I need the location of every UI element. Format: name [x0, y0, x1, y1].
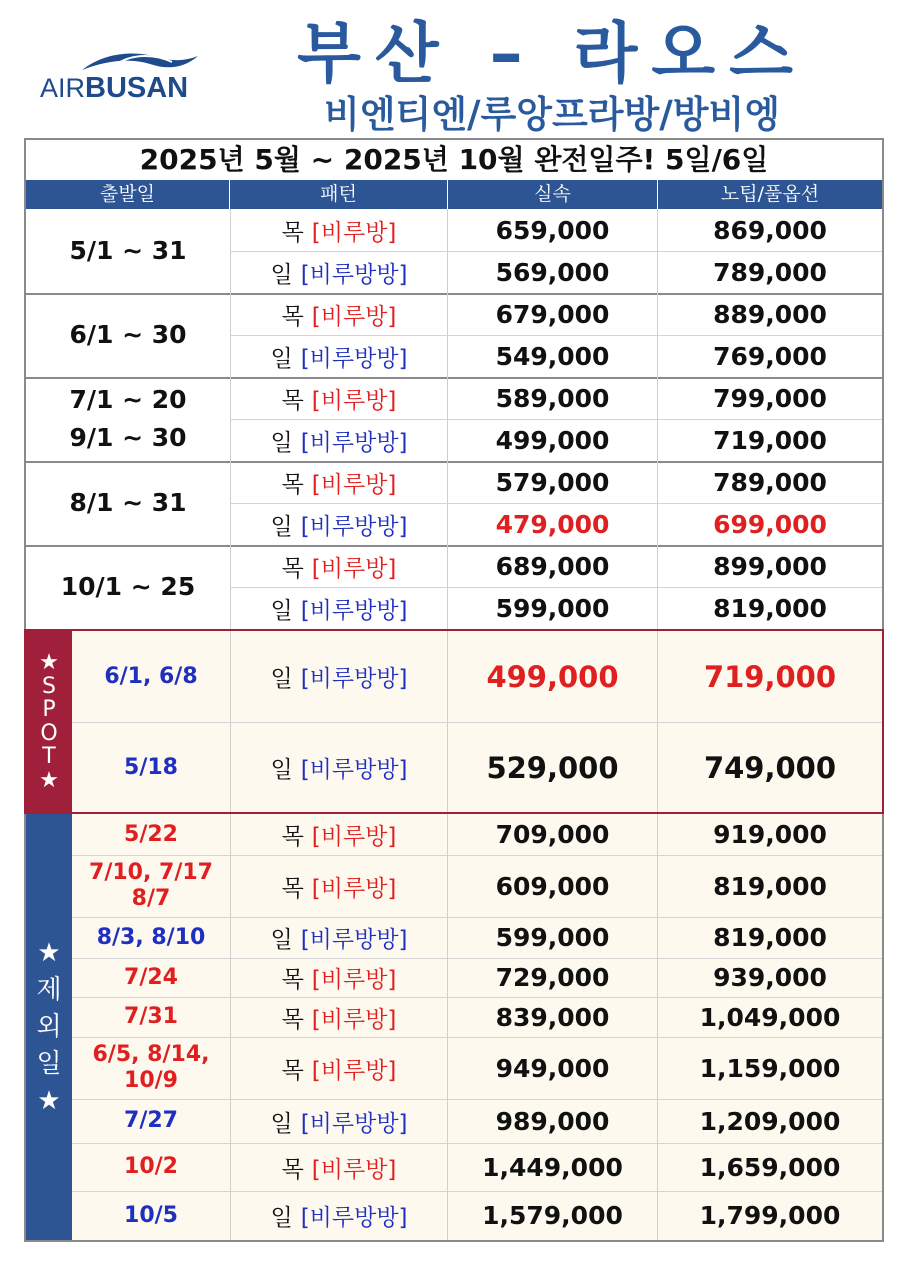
pattern-cell	[230, 293, 448, 335]
route-tag: [비루방]	[311, 555, 397, 582]
excluded-side-char: 제	[36, 974, 62, 1005]
excluded-date-text: 10/9	[124, 1068, 178, 1093]
pattern-cell	[230, 917, 448, 958]
excluded-premium-price: 1,159,000	[699, 1053, 841, 1083]
spot-side-char: O	[40, 720, 58, 746]
excluded-basic-price: 1,579,000	[448, 1191, 658, 1240]
excluded-premium-price: 939,000	[713, 963, 827, 992]
route-tag: [비루방방]	[300, 1110, 408, 1137]
logo-wordmark: AIRBUSAN	[40, 72, 189, 104]
basic-price: 479,000	[448, 503, 658, 545]
pattern-cell	[230, 958, 448, 997]
day-label: 목	[281, 303, 304, 330]
premium-price: 819,000	[713, 593, 827, 623]
day-label: 일	[270, 757, 293, 783]
route-tag: [비루방방]	[300, 513, 408, 540]
day-label: 목	[281, 1057, 304, 1084]
period-text: 6/1 ~ 30	[69, 320, 187, 349]
premium-price: 789,000	[713, 467, 827, 497]
route-tag: [비루방]	[311, 303, 397, 330]
spot-date: 5/18	[124, 754, 178, 780]
excluded-date	[72, 1099, 230, 1143]
row-divider	[230, 419, 882, 420]
day-label: 일	[270, 666, 293, 692]
pattern-cell	[230, 209, 448, 251]
pattern-cell	[230, 997, 448, 1037]
row-divider	[230, 251, 882, 252]
excluded-date-text: 8/7	[131, 886, 171, 911]
excluded-date-text: 7/24	[124, 964, 178, 990]
column-header-pattern: 패턴	[230, 180, 448, 209]
excluded-basic-price: 1,449,000	[448, 1143, 658, 1191]
column-header-premium: 노팁/풀옵션	[720, 183, 820, 205]
pattern-cell	[230, 377, 448, 419]
excluded-premium-price: 1,049,000	[699, 1002, 841, 1032]
excluded-premium-price: 1,799,000	[699, 1201, 841, 1230]
excluded-side-char: 일	[36, 1048, 62, 1079]
route-tag: [비루방]	[311, 824, 397, 850]
excluded-date-text: 7/10, 7/17	[89, 860, 213, 885]
excluded-date	[72, 917, 230, 958]
route-tag: [비루방방]	[300, 597, 408, 624]
day-label: 목	[281, 1006, 304, 1033]
excluded-premium-price: 819,000	[713, 923, 827, 952]
excluded-premium-price: 1,209,000	[699, 1106, 841, 1136]
excluded-date	[72, 1143, 230, 1191]
excluded-side-char: 외	[36, 1011, 62, 1042]
pattern-cell	[230, 251, 448, 293]
page-title: 부산 – 라오스	[297, 15, 807, 92]
day-label: 일	[270, 513, 293, 540]
route-tag: [비루방방]	[300, 757, 408, 783]
basic-price: 659,000	[448, 209, 658, 251]
route-tag: [비루방방]	[300, 429, 408, 456]
premium-price: 899,000	[713, 551, 827, 581]
spot-side-char: T	[42, 744, 56, 769]
spot-side-char: S	[42, 673, 56, 699]
route-tag: [비루방]	[311, 219, 397, 246]
pattern-cell	[230, 1099, 448, 1143]
excluded-date-text: 7/31	[124, 1004, 178, 1029]
period-text: 8/1 ~ 31	[69, 488, 187, 517]
route-tag: [비루방방]	[300, 666, 408, 692]
excluded-side-char: ★	[37, 1085, 61, 1116]
spot-basic-price: 529,000	[448, 722, 658, 813]
excluded-date	[72, 997, 230, 1037]
day-label: 일	[270, 261, 293, 288]
row-divider	[230, 335, 882, 336]
spot-premium-price: 749,000	[703, 750, 837, 785]
basic-price: 569,000	[448, 251, 658, 293]
spot-side-char: P	[42, 697, 56, 722]
spot-basic-price: 499,000	[448, 631, 658, 722]
day-label: 목	[281, 875, 304, 902]
day-label: 목	[281, 555, 304, 582]
excluded-date	[72, 1191, 230, 1240]
spot-side-char: ★	[39, 767, 59, 793]
route-tag: [비루방방]	[300, 261, 408, 288]
page-subtitle: 비엔티엔/루앙프라방/방비엥	[324, 93, 780, 136]
premium-price: 719,000	[713, 425, 827, 455]
column-header-departure: 출발일	[26, 180, 230, 209]
excluded-date-text: 5/22	[124, 821, 178, 847]
basic-price: 679,000	[448, 293, 658, 335]
schedule-banner: 2025년 5월 ~ 2025년 10월 완전일주! 5일/6일	[24, 138, 884, 180]
excluded-basic-price: 989,000	[448, 1099, 658, 1143]
day-label: 일	[270, 927, 293, 953]
excluded-basic-price: 609,000	[448, 855, 658, 917]
excluded-basic-price: 839,000	[448, 997, 658, 1037]
day-label: 목	[281, 219, 304, 246]
period-text: 5/1 ~ 31	[69, 236, 187, 265]
excluded-side-label	[26, 814, 72, 1240]
air-busan-logo	[40, 48, 210, 108]
period-cell	[26, 209, 230, 293]
day-label: 목	[281, 1156, 304, 1183]
excluded-premium-price: 819,000	[713, 871, 827, 901]
route-tag: [비루방]	[311, 471, 397, 498]
route-tag: [비루방방]	[300, 927, 408, 953]
pattern-cell	[230, 335, 448, 377]
day-label: 목	[281, 387, 304, 414]
pattern-cell	[230, 1191, 448, 1240]
pattern-cell	[230, 722, 448, 813]
pattern-cell	[230, 461, 448, 503]
excluded-date-text: 10/5	[124, 1202, 178, 1228]
pattern-cell	[230, 503, 448, 545]
premium-price: 889,000	[713, 299, 827, 329]
excluded-basic-price: 949,000	[448, 1037, 658, 1099]
spot-side-char: ★	[39, 650, 59, 675]
spot-divider	[72, 722, 882, 723]
basic-price: 579,000	[448, 461, 658, 503]
day-label: 목	[281, 471, 304, 498]
pattern-cell	[230, 855, 448, 917]
pattern-cell	[230, 1143, 448, 1191]
period-cell	[26, 545, 230, 629]
pattern-cell	[230, 587, 448, 629]
excluded-premium-price: 1,659,000	[699, 1152, 841, 1182]
basic-price: 689,000	[448, 545, 658, 587]
excluded-side-char: ★	[37, 937, 61, 968]
route-tag: [비루방]	[311, 875, 397, 902]
period-cell	[26, 377, 230, 461]
route-tag: [비루방]	[311, 1057, 397, 1084]
premium-price: 789,000	[713, 257, 827, 287]
excluded-premium-price: 919,000	[713, 820, 827, 849]
day-label: 일	[270, 597, 293, 624]
column-header-basic: 실속	[448, 180, 658, 209]
table-header	[26, 180, 882, 209]
route-tag: [비루방]	[311, 967, 397, 993]
basic-price: 589,000	[448, 377, 658, 419]
period-cell	[26, 461, 230, 545]
spot-side-label	[26, 631, 72, 812]
route-tag: [비루방]	[311, 1156, 397, 1183]
excluded-date	[72, 958, 230, 997]
basic-price: 599,000	[448, 587, 658, 629]
excluded-date-text: 6/5, 8/14,	[92, 1042, 210, 1067]
spot-premium-price: 719,000	[703, 659, 837, 694]
premium-price: 869,000	[713, 215, 827, 245]
day-label: 일	[270, 1205, 293, 1231]
premium-price: 769,000	[713, 341, 827, 371]
pattern-cell	[230, 545, 448, 587]
route-tag: [비루방방]	[300, 345, 408, 372]
excluded-date-text: 8/3, 8/10	[96, 924, 206, 950]
day-label: 일	[270, 345, 293, 372]
route-tag: [비루방]	[311, 1006, 397, 1033]
pattern-cell	[230, 814, 448, 855]
pattern-cell	[230, 1037, 448, 1099]
excluded-date	[72, 814, 230, 855]
day-label: 목	[281, 824, 304, 850]
pattern-cell	[230, 631, 448, 722]
excluded-date-text: 10/2	[124, 1154, 178, 1179]
period-text: 10/1 ~ 25	[60, 572, 196, 601]
excluded-date	[72, 855, 230, 917]
excluded-basic-price: 709,000	[448, 814, 658, 855]
day-label: 목	[281, 967, 304, 993]
spot-date: 6/1, 6/8	[104, 663, 198, 689]
basic-price: 499,000	[448, 419, 658, 461]
excluded-basic-price: 599,000	[448, 917, 658, 958]
pattern-cell	[230, 419, 448, 461]
period-text: 9/1 ~ 30	[69, 423, 187, 452]
basic-price: 549,000	[448, 335, 658, 377]
excluded-date-text: 7/27	[124, 1108, 178, 1133]
premium-price: 699,000	[713, 509, 827, 539]
period-text: 7/1 ~ 20	[69, 385, 187, 414]
row-divider	[230, 587, 882, 588]
route-tag: [비루방방]	[300, 1205, 408, 1231]
period-cell	[26, 293, 230, 377]
day-label: 일	[270, 429, 293, 456]
premium-price: 799,000	[713, 383, 827, 413]
route-tag: [비루방]	[311, 387, 397, 414]
day-label: 일	[270, 1110, 293, 1137]
excluded-basic-price: 729,000	[448, 958, 658, 997]
row-divider	[230, 503, 882, 504]
excluded-date	[72, 1037, 230, 1099]
